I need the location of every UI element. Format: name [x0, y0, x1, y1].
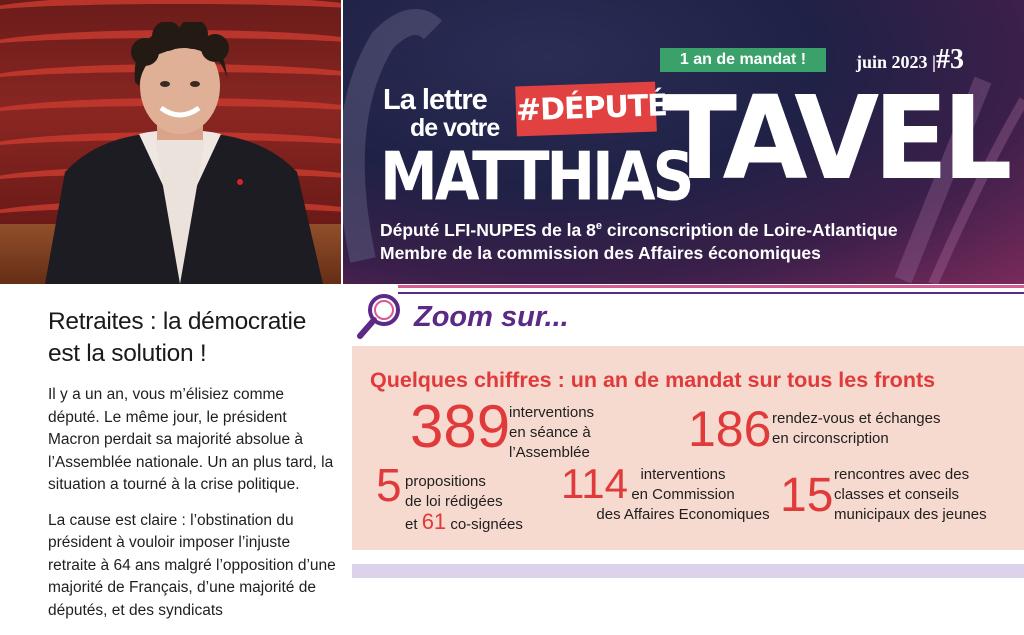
stat-text-line: l’Assemblée [509, 444, 590, 461]
masthead-line-2: de votre [410, 114, 500, 142]
issue-separator: | [932, 52, 936, 72]
stat-text-line: interventions [509, 404, 595, 421]
issue-number: #3 [936, 44, 964, 75]
stat-text-fragment: et [405, 516, 422, 533]
stat-number: 5 [376, 459, 402, 511]
stat-text [588, 465, 778, 525]
issue-date: juin 2023 [856, 52, 928, 72]
stat-text [509, 403, 594, 463]
mandate-badge: 1 an de mandat ! [660, 48, 826, 72]
stat-text-line: en Commission [631, 486, 735, 503]
deputy-photo [0, 0, 341, 284]
stat-text-line: des Affaires Economiques [596, 506, 770, 523]
stat-number: 15 [780, 469, 834, 522]
last-name: TAVEL [662, 71, 1007, 206]
stat-number: 186 [688, 401, 772, 457]
article-paragraph: La cause est claire : l’obstination du président à vouloir imposer l’injuste retraite à 64 ans malgré l’opposition d’une majorité de Français, d’une majorité de députés, et des syndicats [48, 511, 336, 619]
stat-text-line: propositions [405, 473, 486, 490]
stat-number: 114 [561, 460, 628, 507]
next-section-band [352, 564, 1024, 578]
stat-text [405, 472, 523, 535]
stat-text-line: rencontres avec des [834, 466, 970, 483]
article-title: Retraites : la démocratie est la solution ! [48, 308, 307, 367]
editorial-article [48, 306, 338, 635]
stat-text-line: de loi rédigées [405, 493, 503, 510]
stat-text [772, 409, 940, 449]
stat-text [834, 465, 987, 525]
stat-text-line: en circonscription [772, 430, 889, 447]
portrait-figure [35, 22, 325, 284]
stat-text-line: rendez-vous et échanges [772, 410, 941, 427]
zoom-title: Zoom sur... [414, 301, 569, 333]
magnifier-icon [354, 290, 406, 342]
stats-title: Quelques chiffres : un an de mandat sur tous les fronts [370, 368, 936, 392]
stat-text-line: interventions [640, 466, 726, 483]
subtitle-line1-b: circonscription de Loire-Atlantique [602, 219, 898, 240]
stat-inline-number: 61 [421, 509, 447, 534]
stat-text-line: en séance à [509, 424, 591, 441]
section-divider [398, 285, 1024, 288]
stat-text-line: classes et conseils [834, 486, 960, 503]
stat-text-line [405, 509, 523, 535]
masthead-line-1: La lettre [383, 84, 487, 116]
deputy-subtitle [380, 215, 898, 265]
stat-number: 389 [410, 393, 511, 460]
subtitle-line1-a: Député LFI-NUPES de la 8 [380, 219, 596, 240]
stat-text-line: municipaux des jeunes [834, 506, 987, 523]
depute-tag: #DÉPUTÉ [515, 82, 657, 137]
stat-text-fragment: co-signées [446, 516, 523, 533]
first-name: MATTHIAS [380, 137, 692, 216]
subtitle-line1-sup: e [595, 220, 602, 232]
subtitle-line2: Membre de la commission des Affaires économiques [380, 242, 821, 263]
section-divider [398, 292, 1024, 294]
article-paragraph: Il y a un an, vous m’élisiez comme député. Le même jour, le président Macron perdait sa majorité absolue à l’Assemblée nationale. Un an plus tard, la situation a tourné à la crise politique. [48, 386, 334, 493]
